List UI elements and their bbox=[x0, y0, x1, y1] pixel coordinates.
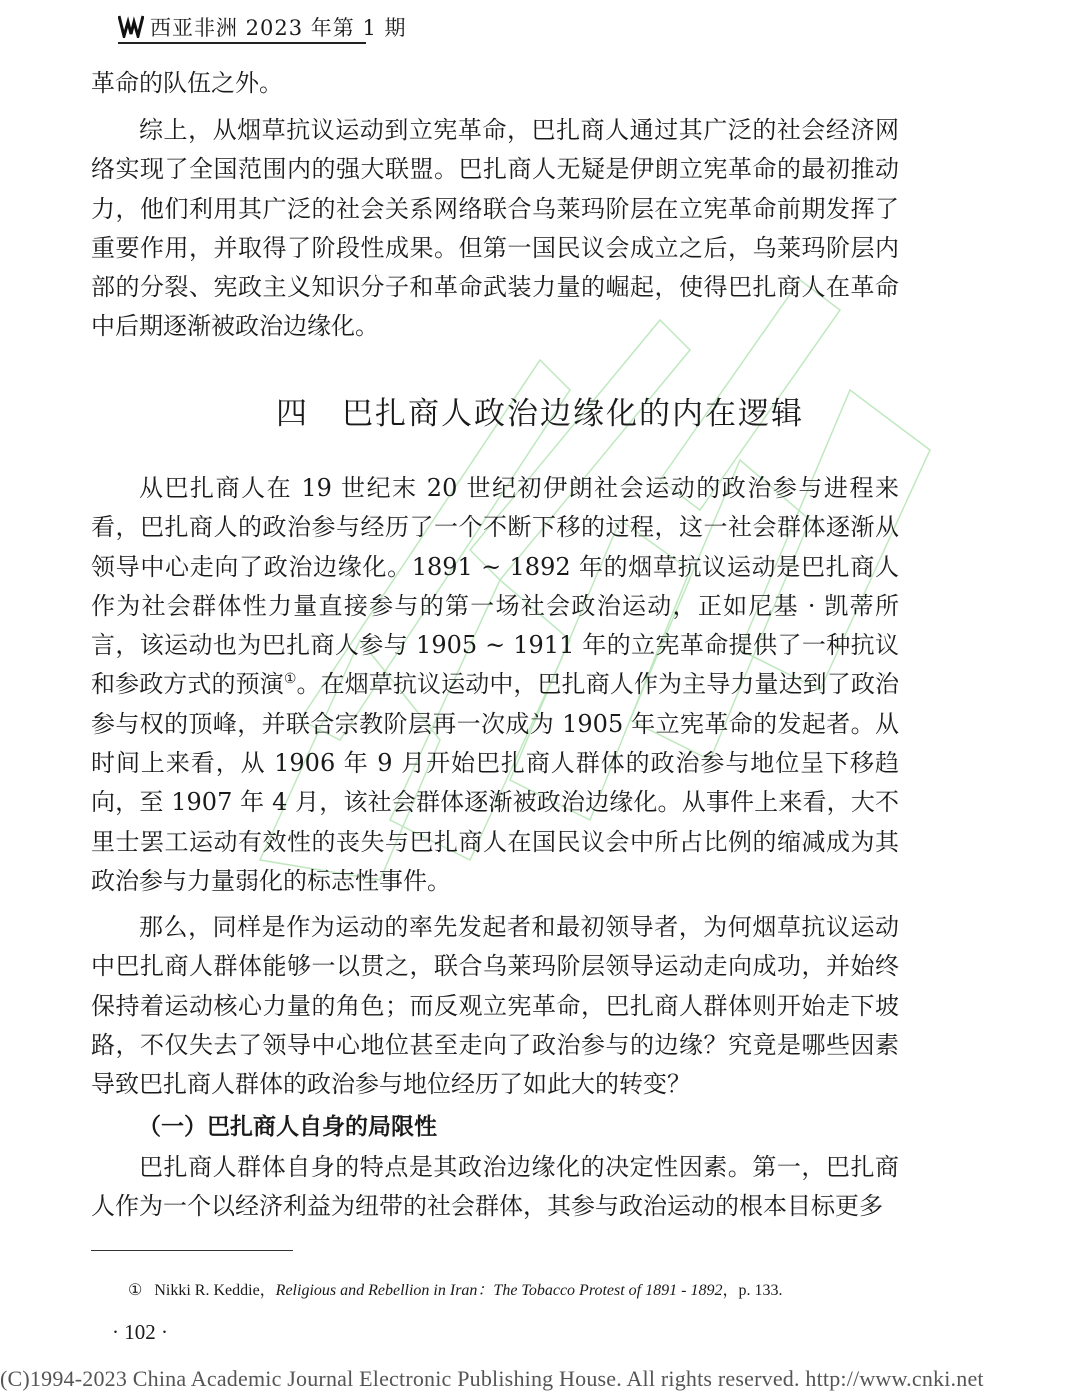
paragraph-continuation: 革命的队伍之外。 bbox=[91, 69, 283, 97]
paragraph-summary: 综上，从烟草抗议运动到立宪革命，巴扎商人通过其广泛的社会经济网络实现了全国范围内的强大联盟。巴扎商人无疑是伊朗立宪革命的最初推动力，他们利用其广泛的社会关系网络联合乌莱玛阶层在立宪革命前期发挥了重要作用，并取得了阶段性成果。但第一国民议会成立之后，乌莱玛阶层内部的分裂、宪政主义知识分子和革命武装力量的崛起，使得巴扎商人在革命中后期逐渐被政治边缘化。 bbox=[91, 116, 899, 341]
footnote-author: Nikki R. Keddie， bbox=[154, 1282, 276, 1299]
footnote-marker: ① bbox=[128, 1282, 143, 1299]
footnote-tail: ，p. 133. bbox=[722, 1282, 783, 1299]
journal-logo-icon bbox=[118, 14, 144, 38]
footnote bbox=[128, 1277, 782, 1300]
footnote-title: Religious and Rebellion in Iran：The Tobacco Protest of 1891 - 1892 bbox=[275, 1282, 723, 1299]
paragraph-intro-part2: 。在烟草抗议运动中，巴扎商人作为主导力量达到了政治参与权的顶峰，并联合宗教阶层再一次成为 1905 年立宪革命的发起者。从时间上来看，从 1906 年 9 月开始巴扎商人群体的政治参与地位呈下移趋向，至 1907 年 4 月，该社会群体逐渐被政治边缘化。从事件上来看，大不里士罢工运动有效性的丧失与巴扎商人在国民议会中所占比例的缩减成为其政治参与力量弱化的标志性事件。 bbox=[91, 670, 899, 895]
footnote-rule bbox=[91, 1250, 293, 1251]
footnote-ref[interactable]: ① bbox=[283, 671, 297, 688]
section-title: 四 巴扎商人政治边缘化的内在逻辑 bbox=[276, 396, 804, 432]
page-number: · 102 · bbox=[112, 1320, 168, 1344]
journal-title: 西亚非洲 2023 年第 1 期 bbox=[150, 16, 407, 40]
paragraph-intro bbox=[91, 469, 899, 901]
paragraph-question: 那么，同样是作为运动的率先发起者和最初领导者，为何烟草抗议运动中巴扎商人群体能够一以贯之，联合乌莱玛阶层领导运动走向成功，并始终保持着运动核心力量的角色；而反观立宪革命，巴扎商人群体则开始走下坡路，不仅失去了领导中心地位甚至走向了政治参与的边缘？究竟是哪些因素导致巴扎商人群体的政治参与地位经历了如此大的转变？ bbox=[91, 913, 899, 1099]
paragraph-analysis: 巴扎商人群体自身的特点是其政治边缘化的决定性因素。第一，巴扎商人作为一个以经济利益为纽带的社会群体，其参与政治运动的根本目标更多 bbox=[91, 1153, 899, 1221]
copyright-line: (C)1994-2023 China Academic Journal Electronic Publishing House. All rights reserved. http://www.cnki.net bbox=[0, 1366, 984, 1391]
paragraph-intro-part1: 从巴扎商人在 19 世纪末 20 世纪初伊朗社会运动的政治参与进程来看，巴扎商人的政治参与经历了一个不断下移的过程，这一社会群体逐渐从领导中心走向了政治边缘化。1891 ~ 1892 年的烟草抗议运动是巴扎商人作为社会群体性力量直接参与的第一场社会政治运动，正如尼基 · 凯蒂所言，该运动也为巴扎商人参与 1905 ~ 1911 年的立宪革命提供了一种抗议和参政方式的预演 bbox=[91, 474, 899, 699]
subheading: （一）巴扎商人自身的局限性 bbox=[138, 1114, 437, 1140]
header-rule bbox=[118, 42, 366, 44]
